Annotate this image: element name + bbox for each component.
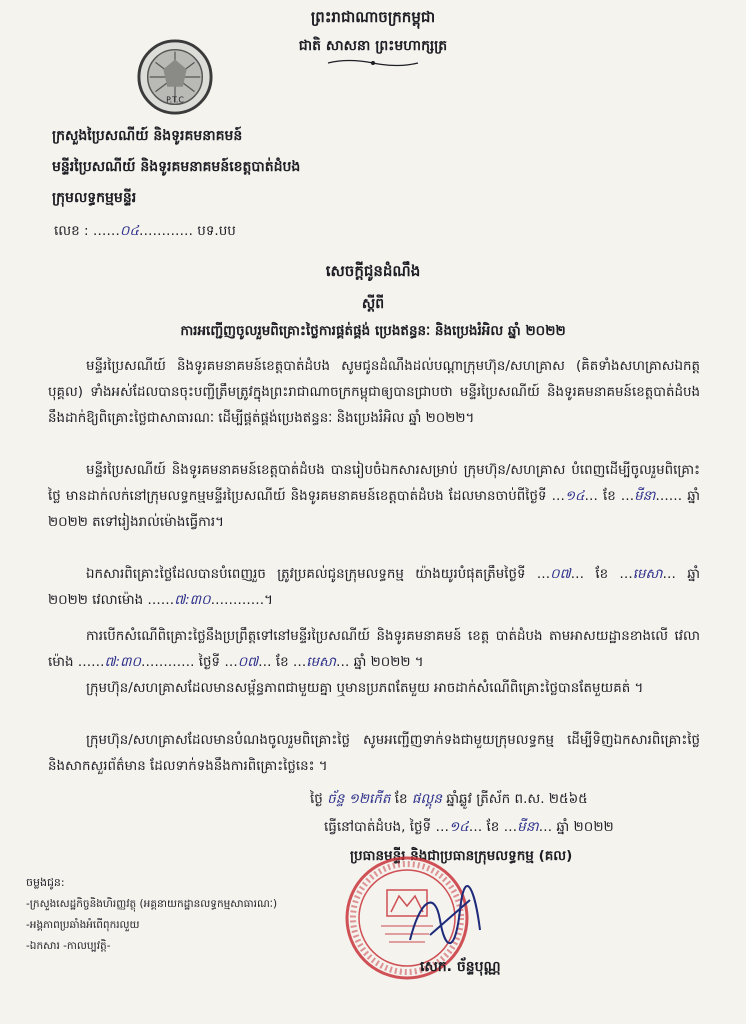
national-motto: ជាតិ សាសនា ព្រះមហាក្សត្រ xyxy=(298,38,448,54)
reference-number-handwritten: ០៤ xyxy=(119,223,139,239)
handwritten-month: មីនា xyxy=(634,489,656,504)
lunar-date: ថ្ងៃ ច័ន្ទ ១២កើត ខែ ផល្គុន ឆ្នាំឆ្លូវ ត្រីស័ក ព.ស. ២៥៦៥ xyxy=(310,791,588,807)
cc-item: -ក្រសួងសេដ្ឋកិច្ចនិងហិរញ្ញវត្ថុ (អគ្គនាយកដ្ឋានលទ្ធកម្មសាធារណៈ) xyxy=(26,898,278,910)
handwritten-day: ០៧ xyxy=(550,567,571,582)
handwritten-time: ៧:៣០ xyxy=(104,655,141,670)
reference-number: លេខ : ……០៤………… បទ.បប xyxy=(54,223,236,239)
handwritten-month: មេសា xyxy=(632,567,663,582)
kingdom-heading: ព្រះរាជាណាចក្រកម្ពុជា xyxy=(310,8,436,26)
handwritten-month: មីនា xyxy=(517,819,539,835)
paragraph-submission: ឯកសារពិគ្រោះថ្លៃដែលបានបំពេញរួច ត្រូវប្រគល់ជូនក្រុមលទ្ធកម្ម យ៉ាងយូរបំផុតត្រឹមថ្ងៃទី …០៧… ខែ …មេសា… ឆ្នាំ ២០២២ វេលាម៉ោង ……៧:៣០…………។ xyxy=(48,567,700,608)
notice-title: សេចក្តីជូនដំណឹង xyxy=(325,262,421,280)
emblem-text: P.T.C xyxy=(166,95,184,105)
handwritten-signature-icon xyxy=(400,880,490,960)
handwritten-day: ១៤ xyxy=(448,819,469,835)
signatory-title: ប្រធានមន្ទីរ និងជាប្រធានក្រុមលទ្ធកម្ម (គល) xyxy=(350,848,573,864)
ministry-name: ក្រសួងប្រៃសណីយ៍ និងទូរគមនាគមន៍ xyxy=(52,128,243,144)
handwritten-day: ១៤ xyxy=(564,489,585,504)
procurement-unit: ក្រុមលទ្ធកម្មមន្ទីរ xyxy=(52,190,137,206)
handwritten-lunar-day: ច័ន្ទ ១២កើត xyxy=(327,791,391,807)
handwritten-lunar-month: ផល្គុន xyxy=(411,791,442,807)
department-name: មន្ទីរប្រៃសណីយ៍ និងទូរគមនាគមន៍ខេត្តបាត់ដំបង xyxy=(52,159,301,175)
handwritten-time: ៧:៣០ xyxy=(174,593,211,608)
ptc-logo-seal-icon xyxy=(136,38,214,116)
paragraph-opening: ការបើកសំណើពិគ្រោះថ្លៃនឹងប្រព្រឹត្តទៅនៅមន្ទីរប្រៃសណីយ៍ និងទូរគមនាគមន៍ ខេត្ត បាត់ដំបង តាមអាសយដ្ឋានខាងលើ វេលាម៉ោង ……៧:៣០………… ថ្ងៃទី …០៧… ខែ …មេសា… ឆ្នាំ ២០២២ ។ xyxy=(48,629,700,670)
signatory-name: សេក. ច័ន្ទបុណ្ណ xyxy=(420,959,501,975)
handwritten-day: ០៧ xyxy=(237,655,259,670)
paragraph-intro: មន្ទីរប្រៃសណីយ៍ និងទូរគមនាគមន៍ខេត្តបាត់ដំបង សូមជូនដំណឹងដល់បណ្តាក្រុមហ៊ុន/សហគ្រាស (គិតទាំងសហគ្រាសឯកត្តបុគ្គល) ទាំងអស់ដែលបានចុះបញ្ជីត្រឹមត្រូវក្នុងព្រះរាជាណាចក្រកម្ពុជាឲ្យបានជ្រាបថា មន្ទីរប្រៃសណីយ៍ និងទូរគមនាគមន៍ខេត្តបាត់ដំបង នឹងដាក់ឱ្យពិគ្រោះថ្លៃជាសាធារណៈ ដើម្បីផ្គត់ផ្គង់ប្រេងឥន្ធនៈ និងប្រេងរំអិល ឆ្នាំ ២០២២។ xyxy=(48,359,700,426)
cc-item: -ឯកសារ -កាលប្បវត្តិ- xyxy=(26,940,111,952)
cc-header: ចម្លងជូន: xyxy=(26,876,65,889)
cc-item: -អង្គភាពប្រឆាំងអំពើពុករលួយ xyxy=(26,919,140,931)
ornament-flourish-icon xyxy=(323,58,423,68)
solar-date: ធ្វើនៅបាត់ដំបង, ថ្ងៃទី …១៤… ខែ …មីនា… ឆ្នាំ ២០២២ xyxy=(324,819,614,835)
paragraph-affiliation: ក្រុមហ៊ុន/សហគ្រាសដែលមានសម្ព័ន្ធភាពជាមួយគ្នា ឬមានប្រភពតែមួយ អាចដាក់សំណើពិគ្រោះថ្លៃបានតែមួយគត់ ។ xyxy=(86,681,644,696)
notice-about: ស្តីពី xyxy=(361,296,385,312)
notice-subject: ការអញ្ជើញចូលរួមពិគ្រោះថ្លៃការផ្គត់ផ្គង់ ប្រេងឥន្ធនៈ និងប្រេងរំអិល ឆ្នាំ ២០២២ xyxy=(180,323,566,339)
paragraph-documents: មន្ទីរប្រៃសណីយ៍ និងទូរគមនាគមន៍ខេត្តបាត់ដំបង បានរៀបចំឯកសារសម្រាប់ ក្រុមហ៊ុន/សហគ្រាស បំពេញដើម្បីចូលរួមពិគ្រោះថ្លៃ មានដាក់លក់នៅក្រុមលទ្ធកម្មមន្ទីរប្រៃសណីយ៍ និងទូរគមនាគមន៍ខេត្តបាត់ដំបង ដែលមានចាប់ពីថ្ងៃទី …១៤… ខែ …មីនា…… ឆ្នាំ ២០២២ តទៅរៀងរាល់ម៉ោងធ្វើការ។ xyxy=(48,463,700,530)
paragraph-contact: ក្រុមហ៊ុន/សហគ្រាសដែលមានបំណងចូលរួមពិគ្រោះថ្លៃ សូមអញ្ជើញទាក់ទងជាមួយក្រុមលទ្ធកម្ម ដើម្បីទិញឯកសារពិគ្រោះថ្លៃ និងសាកសួរព័ត៌មាន ដែលទាក់ទងនឹងការពិគ្រោះថ្លៃនេះ ។ xyxy=(48,733,700,774)
handwritten-month: មេសា xyxy=(306,655,336,670)
